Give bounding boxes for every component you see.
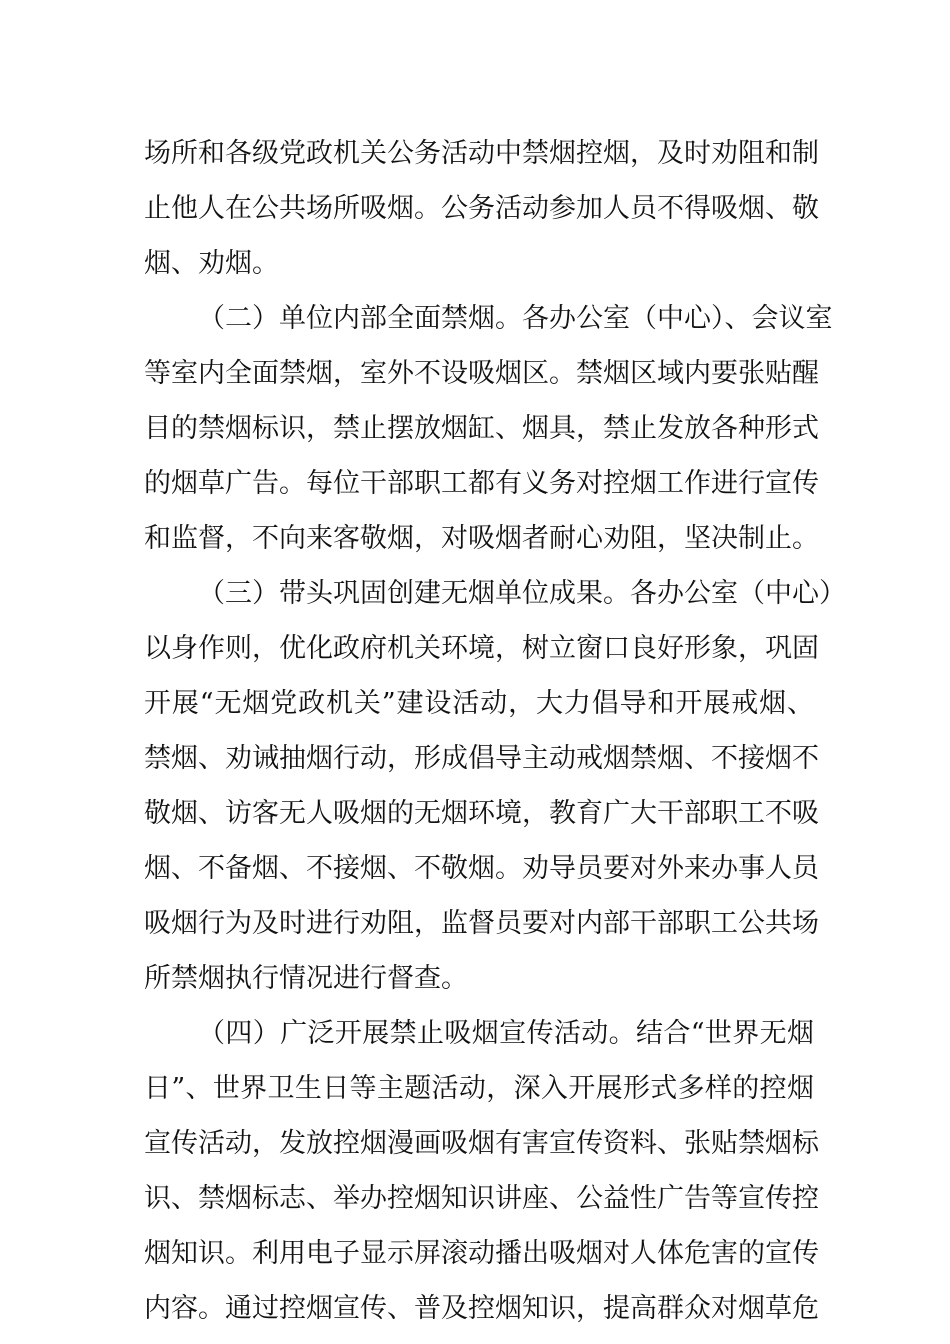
text-line: 和监督，不向来客敬烟，对吸烟者耐心劝阻，坚决制止。: [144, 523, 819, 554]
text-line: 止他人在公共场所吸烟。公务活动参加人员不得吸烟、敬: [144, 193, 819, 224]
text-line: 宣传活动，发放控烟漫画吸烟有害宣传资料、张贴禁烟标: [144, 1128, 819, 1159]
text-line: 烟、劝烟。: [144, 248, 279, 279]
text-line: 开展“无烟党政机关”建设活动，大力倡导和开展戒烟、: [144, 688, 814, 719]
text-line: 场所和各级党政机关公务活动中禁烟控烟，及时劝阻和制: [144, 138, 819, 169]
text-line: 等室内全面禁烟，室外不设吸烟区。禁烟区域内要张贴醒: [144, 358, 819, 389]
text-line: 烟、不备烟、不接烟、不敬烟。劝导员要对外来办事人员: [144, 853, 819, 884]
text-line: 吸烟行为及时进行劝阻，监督员要对内部干部职工公共场: [144, 908, 819, 939]
text-line: 识、禁烟标志、举办控烟知识讲座、公益性广告等宣传控: [144, 1183, 819, 1214]
text-line: 目的禁烟标识，禁止摆放烟缸、烟具，禁止发放各种形式: [144, 413, 819, 444]
paragraph-heading-2: （二）单位内部全面禁烟。各办公室（中心）、会议室: [198, 303, 833, 334]
text-line: 烟知识。利用电子显示屏滚动播出吸烟对人体危害的宣传: [144, 1238, 819, 1269]
text-line: 的烟草广告。每位干部职工都有义务对控烟工作进行宣传: [144, 468, 819, 499]
text-line: 以身作则，优化政府机关环境，树立窗口良好形象，巩固: [144, 633, 819, 664]
text-line: 内容。通过控烟宣传、普及控烟知识，提高群众对烟草危: [144, 1293, 819, 1324]
text-line: 敬烟、访客无人吸烟的无烟环境，教育广大干部职工不吸: [144, 798, 819, 829]
text-line: 日”、世界卫生日等主题活动，深入开展形式多样的控烟: [144, 1073, 814, 1104]
text-line: 禁烟、劝诫抽烟行动，形成倡导主动戒烟禁烟、不接烟不: [144, 743, 819, 774]
paragraph-heading-4: （四）广泛开展禁止吸烟宣传活动。结合“世界无烟: [198, 1018, 814, 1049]
text-line: 所禁烟执行情况进行督查。: [144, 963, 468, 994]
body-text: [144, 126, 846, 1336]
paragraph-heading-3: （三）带头巩固创建无烟单位成果。各办公室（中心）: [198, 578, 846, 609]
